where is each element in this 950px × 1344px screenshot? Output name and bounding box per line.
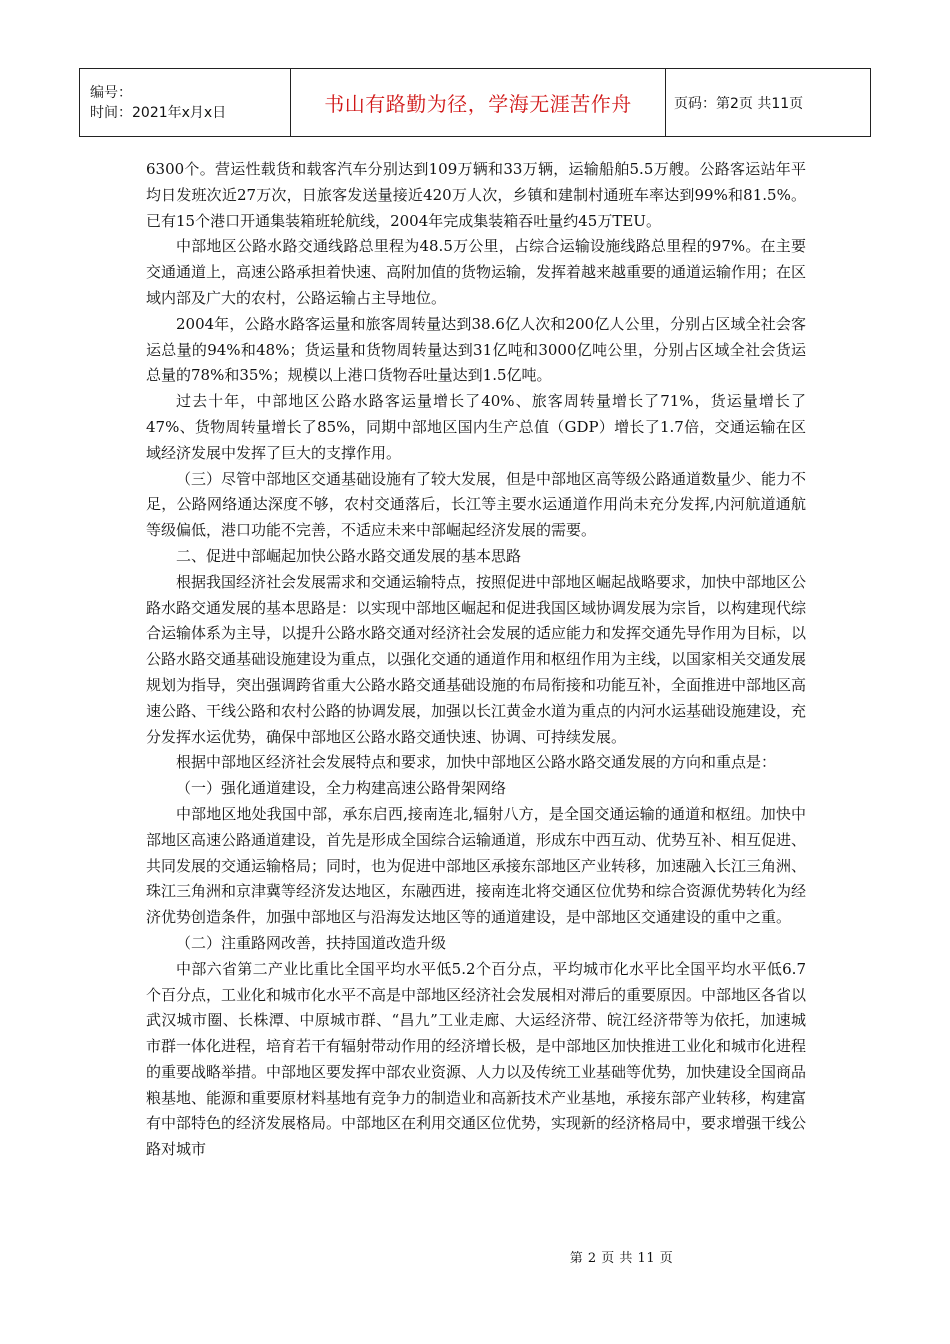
header-page-info: 页码：第2页 共11页 <box>666 69 871 137</box>
subsection-heading: （一）强化通道建设，全力构建高速公路骨架网络 <box>176 779 507 798</box>
header-motto: 书山有路勤为径，学海无涯苦作舟 <box>291 69 666 137</box>
paragraph: 中部六省第二产业比重比全国平均水平低5.2个百分点，平均城市化水平比全国平均水平低6.7个百分点，工业化和城市化水平不高是中部地区经济社会发展相对滞后的重要原因。中部地区各省以武汉城市圈、长株潭、中原城市群、“昌九”工业走廊、大运经济带、皖江经济带等为依托，加速城市群一体化进程，培育若干有辐射带动作用的经济增长极，是中部地区加快推进工业化和城市化进程的重要战略举措。中部地区要发挥中部农业资源、人力以及传统工业基础等优势，加快建设全国商品粮基地、能源和重要原材料基地有竞争力的制造业和高新技术产业基地，承接东部产业转移，构建富有中部特色的经济发展格局。中部地区在利用交通区位优势，实现新的经济格局中，要求增强干线公路对城市 <box>146 959 807 1159</box>
page-header <box>79 68 871 137</box>
page-footer: 第 2 页 共 11 页 <box>569 1251 674 1266</box>
subsection-heading: （二）注重路网改善，扶持国道改造升级 <box>176 933 447 952</box>
paragraph: 中部地区地处我国中部，承东启西,接南连北,辐射八方，是全国交通运输的通道和枢纽。加快中部地区高速公路通道建设，首先是形成全国综合运输通道，形成东中西互动、优势互补、相互促进、共同发展的交通运输格局；同时，也为促进中部地区承接东部地区产业转移，加速融入长江三角洲、珠江三角洲和京津冀等经济发达地区，东融西进，接南连北将交通区位优势和综合资源优势转化为经济优势创造条件，加强中部地区与沿海发达地区等的通道建设，是中部地区交通建设的重中之重。 <box>146 804 807 927</box>
document-date: 时间：2021年x月x日 <box>90 104 227 121</box>
paragraph: 中部地区公路水路交通线路总里程为48.5万公里，占综合运输设施线路总里程的97%。在主要交通通道上，高速公路承担着快速、高附加值的货物运输，发挥着越来越重要的通道运输作用；在区域内部及广大的农村，公路运输占主导地位。 <box>146 237 807 307</box>
paragraph: 过去十年，中部地区公路水路客运量增长了40%、旅客周转量增长了71%，货运量增长了47%、货物周转量增长了85%，同期中部地区国内生产总值（GDP）增长了1.7倍，交通运输在区域经济发展中发挥了巨大的支撑作用。 <box>146 392 806 462</box>
document-number-label: 编号： <box>90 84 132 101</box>
paragraph: 2004年，公路水路客运量和旅客周转量达到38.6亿人次和200亿人公里，分别占区域全社会客运总量的94%和48%；货运量和货物周转量达到31亿吨和3000亿吨公里，分别占区域全社会货运总量的78%和35%；规模以上港口货物吞吐量达到1.5亿吨。 <box>146 314 806 385</box>
header-meta <box>80 69 291 137</box>
paragraph: （三）尽管中部地区交通基础设施有了较大发展，但是中部地区高等级公路通道数量少、能力不足，公路网络通达深度不够，农村交通落后，长江等主要水运通道作用尚未充分发挥,内河航道通航等级偏低，港口功能不完善，不适应未来中部崛起经济发展的需要。 <box>146 469 807 540</box>
paragraph: 根据我国经济社会发展需求和交通运输特点，按照促进中部地区崛起战略要求，加快中部地区公路水路交通发展的基本思路是：以实现中部地区崛起和促进我国区域协调发展为宗旨，以构建现代综合运输体系为主导，以提升公路水路交通对经济社会发展的适应能力和发挥交通先导作用为目标，以公路水路交通基础设施建设为重点，以强化交通的通道作用和枢纽作用为主线，以国家相关交通发展规划为指导，突出强调跨省重大公路水路交通基础设施的布局衔接和功能互补，全面推进中部地区高速公路、干线公路和农村公路的协调发展，加强以长江黄金水道为重点的内河水运基础设施建设，充分发挥水运优势，确保中部地区公路水路交通快速、协调、可持续发展。 <box>146 572 807 746</box>
section-heading: 二、促进中部崛起加快公路水路交通发展的基本思路 <box>176 546 522 565</box>
paragraph: 根据中部地区经济社会发展特点和要求，加快中部地区公路水路交通发展的方向和重点是： <box>176 753 777 772</box>
paragraph: 6300个。营运性载货和载客汽车分别达到109万辆和33万辆，运输船舶5.5万艘。公路客运站年平均日发班次近27万次，日旅客发送量接近420万人次，乡镇和建制村通班车率达到99%和81.5%。已有15个港口开通集装箱班轮航线，2004年完成集装箱吞吐量约45万TEU。 <box>146 160 806 230</box>
document-body <box>146 157 806 1163</box>
